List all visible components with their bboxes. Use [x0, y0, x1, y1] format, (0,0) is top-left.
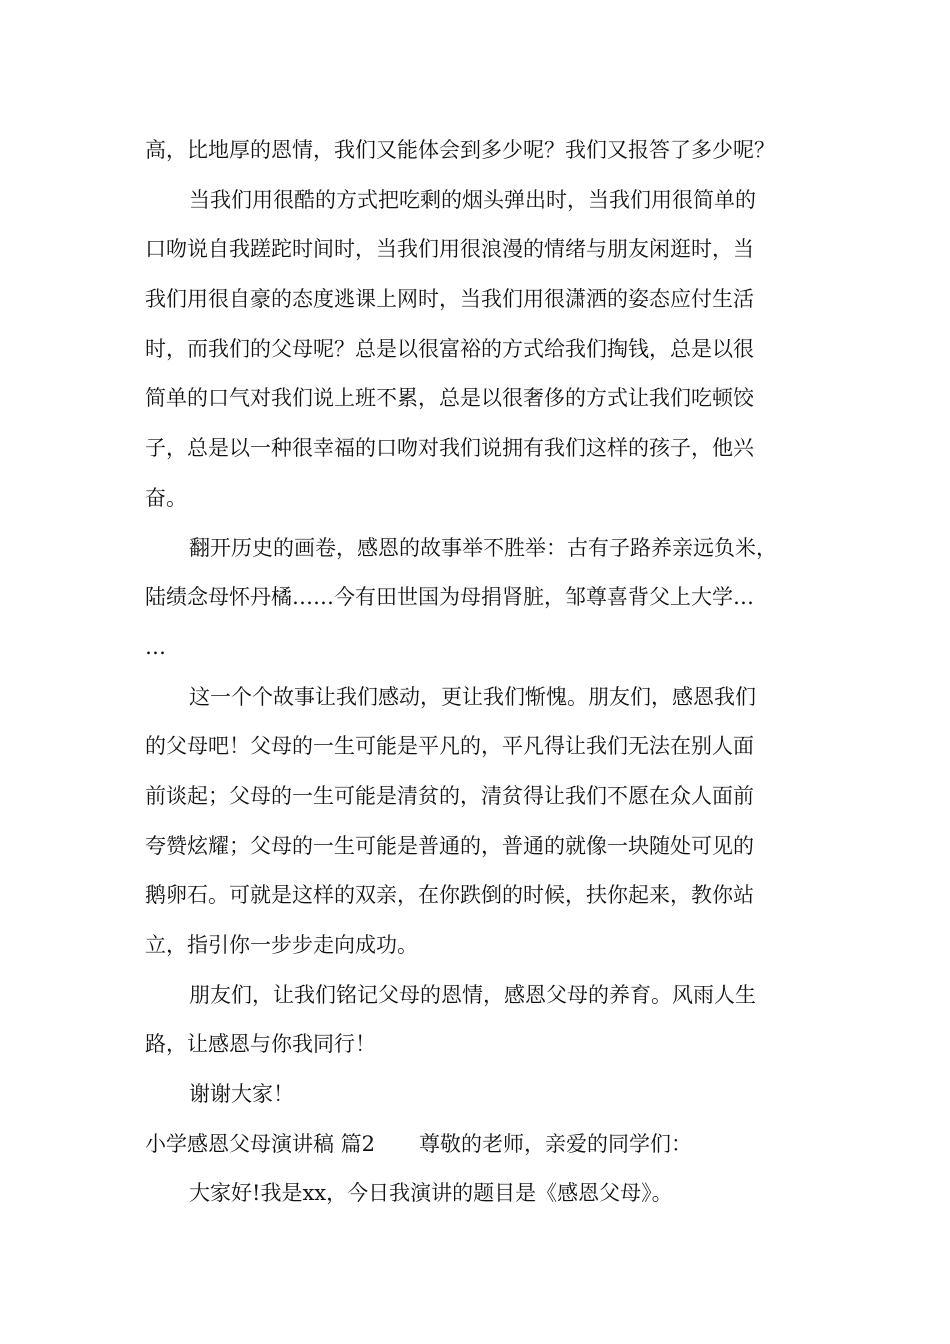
text-line-4: 我们用很自豪的态度逃课上网时，当我们用很潇洒的姿态应付生活 — [145, 287, 754, 312]
document-body — [145, 126, 835, 1219]
text-line-19: 路，让感恩与你我同行！ — [145, 1032, 376, 1057]
text-line-5: 时，而我们的父母呢？总是以很富裕的方式给我们掏钱，总是以很 — [145, 336, 754, 361]
text-line-10: 陆绩念母怀丹橘……今有田世国为母捐肾脏，邹尊喜背父上大学… — [145, 585, 754, 610]
text-line-20: 谢谢大家！ — [189, 1082, 294, 1107]
text-line-13: 的父母吧！父母的一生可能是平凡的，平凡得让我们无法在别人面 — [145, 734, 754, 759]
text-line-18: 朋友们，让我们铭记父母的恩情，感恩父母的养育。风雨人生 — [189, 982, 756, 1007]
text-line-8: 奋。 — [145, 485, 187, 510]
text-line-1: 高，比地厚的恩情，我们又能体会到多少呢？我们又报答了多少呢？ — [145, 138, 775, 162]
text-line-7: 子，总是以一种很幸福的口吻对我们说拥有我们这样的孩子，他兴 — [145, 436, 754, 461]
section-greeting: 尊敬的老师，亲爱的同学们： — [419, 1131, 693, 1156]
text-line-3: 口吻说自我蹉跎时间时，当我们用很浪漫的情绪与朋友闲逛时，当 — [145, 237, 754, 262]
text-line-11: … — [145, 634, 166, 659]
text-line-14: 前谈起；父母的一生可能是清贫的，清贫得让我们不愿在众人面前 — [145, 783, 754, 808]
text-line-last: 大家好!我是xx，今日我演讲的题目是《感恩父母》。 — [189, 1181, 673, 1206]
text-line-17: 立，指引你一步步走向成功。 — [145, 933, 418, 957]
text-line-9: 翻开历史的画卷，感恩的故事举不胜举：古有子路养亲远负米， — [189, 535, 777, 560]
text-line-16: 鹅卵石。可就是这样的双亲，在你跌倒的时候，扶你起来，教你站 — [145, 883, 754, 908]
section-title: 小学感恩父母演讲稿 篇2 — [145, 1131, 376, 1156]
text-line-12: 这一个个故事让我们感动，更让我们惭愧。朋友们，感恩我们 — [189, 684, 756, 709]
text-line-15: 夸赞炫耀；父母的一生可能是普通的，普通的就像一块随处可见的 — [145, 833, 754, 858]
text-line-2: 当我们用很酷的方式把吃剩的烟头弹出时，当我们用很简单的 — [189, 187, 756, 212]
text-line-6: 简单的口气对我们说上班不累，总是以很奢侈的方式让我们吃顿饺 — [145, 386, 754, 411]
section-heading — [145, 1120, 835, 1170]
